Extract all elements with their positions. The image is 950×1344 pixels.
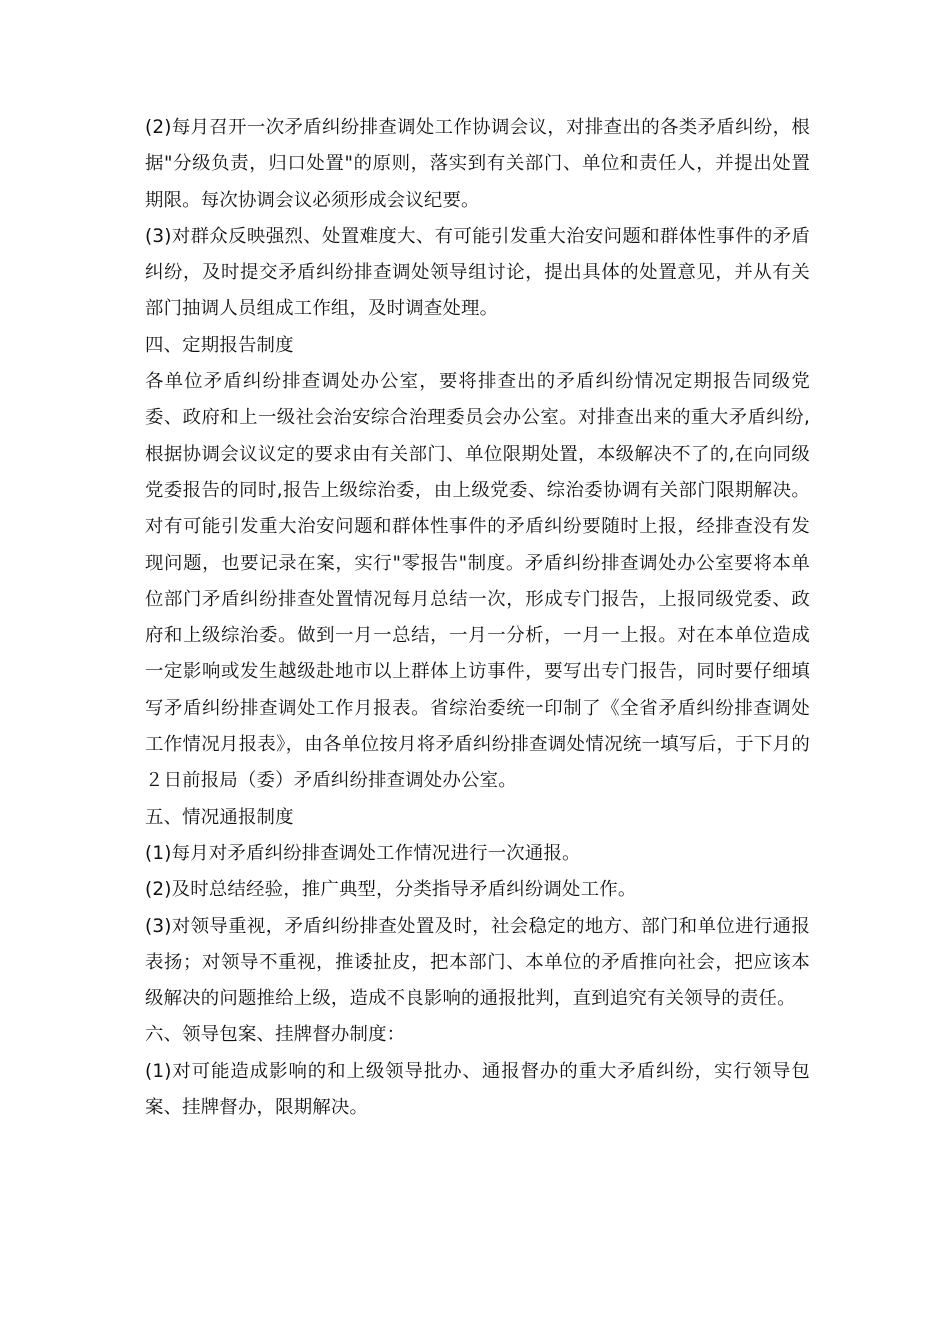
para-4-body: 各单位矛盾纠纷排查调处办公室，要将排查出的矛盾纠纷情况定期报告同级党委、政府和上一级社会治安综合治理委员会办公室。对排查出来的重大矛盾纠纷,根据协调会议议定的要求由有关部门、单位限期处置，本级解决不了的,在向同级党委报告的同时,报告上级综治委，由上级党委、综治委协调有关部门限期解决。对有可能引发重大治安问题和群体性事件的矛盾纠纷要随时上报，经排查没有发现问题，也要记录在案，实行"零报告"制度。矛盾纠纷排查调处办公室要将本单位部门矛盾纠纷排查处置情况每月总结一次，形成专门报告，上报同级党委、政府和上级综治委。做到一月一总结，一月一分析，一月一上报。对在本单位造成一定影响或发生越级赴地市以上群体上访事件，要写出专门报告，同时要仔细填写矛盾纠纷排查调处工作月报表。省综治委统一印制了《全省矛盾纠纷排查调处工作情况月报表》，由各单位按月将矛盾纠纷排查调处情况统一填写后，于下月的２日前报局（委）矛盾纠纷排查调处办公室。 xyxy=(145,371,810,792)
heading-6: 六、领导包案、挂牌督办制度： xyxy=(145,1024,406,1046)
item-5-2: (2)及时总结经验，推广典型，分类指导矛盾纠纷调处工作。 xyxy=(145,879,637,901)
heading-5: 五、情况通报制度 xyxy=(145,806,294,828)
document-body xyxy=(145,110,810,1126)
item-6-1: (1)对可能造成影响的和上级领导批办、通报督办的重大矛盾纠纷，实行领导包案、挂牌督办，限期解决。 xyxy=(145,1060,810,1119)
item-5-3: (3)对领导重视，矛盾纠纷排查处置及时，社会稳定的地方、部门和单位进行通报表扬；对领导不重视，推诿扯皮，把本部门、本单位的矛盾推向社会，把应该本级解决的问题推给上级，造成不良影响的通报批判，直到追究有关领导的责任。 xyxy=(145,915,810,1010)
item-4-3: (3)对群众反映强烈、处置难度大、有可能引发重大治安问题和群体性事件的矛盾纠纷，及时提交矛盾纠纷排查调处领导组讨论，提出具体的处置意见，并从有关部门抽调人员组成工作组，及时调查处理。 xyxy=(145,225,810,320)
item-5-1: (1)每月对矛盾纠纷排查调处工作情况进行一次通报。 xyxy=(145,842,581,864)
item-4-2: (2)每月召开一次矛盾纠纷排查调处工作协调会议，对排查出的各类矛盾纠纷，根据"分级负责，归口处置"的原则，落实到有关部门、单位和责任人，并提出处置期限。每次协调会议必须形成会议纪要。 xyxy=(145,117,810,211)
heading-4: 四、定期报告制度 xyxy=(145,334,294,356)
